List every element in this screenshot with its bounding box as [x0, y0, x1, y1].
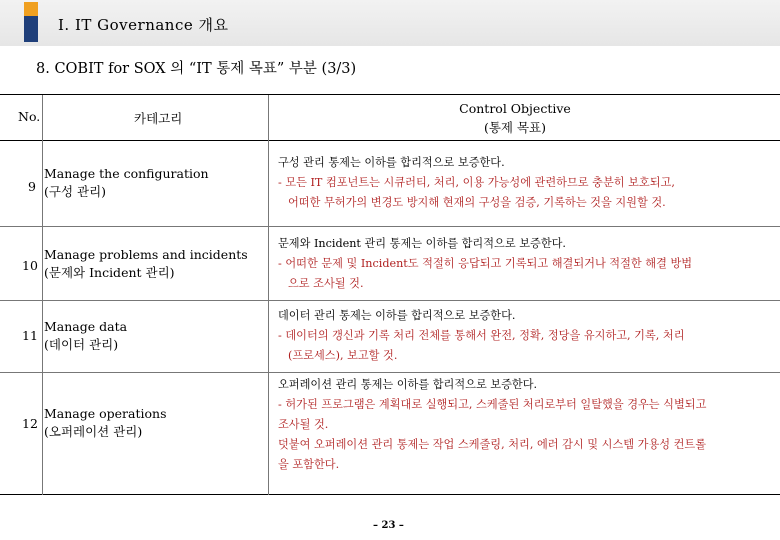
- table-top-border: [0, 94, 780, 95]
- page-number: – 23 –: [373, 520, 404, 531]
- objective-cell: 데이터 관리 통제는 이하를 합리적으로 보증한다. - 데이터의 갱신과 기록 처리 전체를 통해서 완전, 정확, 정당을 유지하고, 기록, 처리 (프로세스), 보고할 것.: [278, 309, 685, 362]
- row-number: 9: [28, 179, 36, 194]
- objective-cell: 문제와 Incident 관리 통제는 이하를 합리적으로 보증한다. - 어떠한 문제 및 Incident도 적절히 응답되고 기록되고 해결되거나 적절한 해결 방법 으로 조사될 것.: [278, 237, 693, 290]
- table-header-divider: [0, 140, 780, 141]
- row-divider: [0, 226, 780, 227]
- column-header-objective: Control Objective (통제 목표): [459, 101, 571, 135]
- header-accent-square-orange: [24, 2, 38, 16]
- page-subtitle: 8. COBIT for SOX 의 “IT 통제 목표” 부분 (3/3): [36, 61, 357, 77]
- row-number: 12: [22, 416, 38, 431]
- objective-cell: 구성 관리 통제는 이하를 합리적으로 보증한다. - 모든 IT 컴포넌트는 시큐러티, 처리, 이용 가능성에 관련하므로 충분히 보호되고, 어떠한 무허가의 변경도 방지해 현재의 구성을 검증, 기록하는 것을 지원할 것.: [278, 156, 675, 209]
- header-accent-square-navy: [24, 16, 38, 42]
- category-cell: Manage the configuration (구성 관리): [44, 166, 209, 199]
- row-number: 10: [22, 258, 38, 273]
- category-cell: Manage data (데이터 관리): [44, 319, 128, 352]
- column-divider: [42, 95, 43, 495]
- objective-cell: 오퍼레이션 관리 통제는 이하를 합리적으로 보증한다. - 허가된 프로그램은 계획대로 실행되고, 스케줄된 처리로부터 일탈했을 경우는 식별되고 조사될 것. 덧붙여 오퍼레이션 관리 통제는 작업 스케줄링, 처리, 에러 감시 및 시스템 가용성 컨트롤 을 포함한다.: [278, 378, 707, 471]
- section-title: Ⅰ. IT Governance 개요: [58, 16, 229, 34]
- column-header-category: 카테고리: [134, 111, 183, 126]
- category-cell: Manage problems and incidents (문제와 Incident 관리): [44, 247, 248, 280]
- row-divider: [0, 372, 780, 373]
- column-header-no: No.: [18, 109, 41, 124]
- table-bottom-border: [0, 494, 780, 495]
- row-divider: [0, 300, 780, 301]
- row-number: 11: [22, 328, 38, 343]
- header-bar: [0, 0, 780, 46]
- category-cell: Manage operations (오퍼레이션 관리): [44, 406, 167, 439]
- column-divider: [268, 95, 269, 495]
